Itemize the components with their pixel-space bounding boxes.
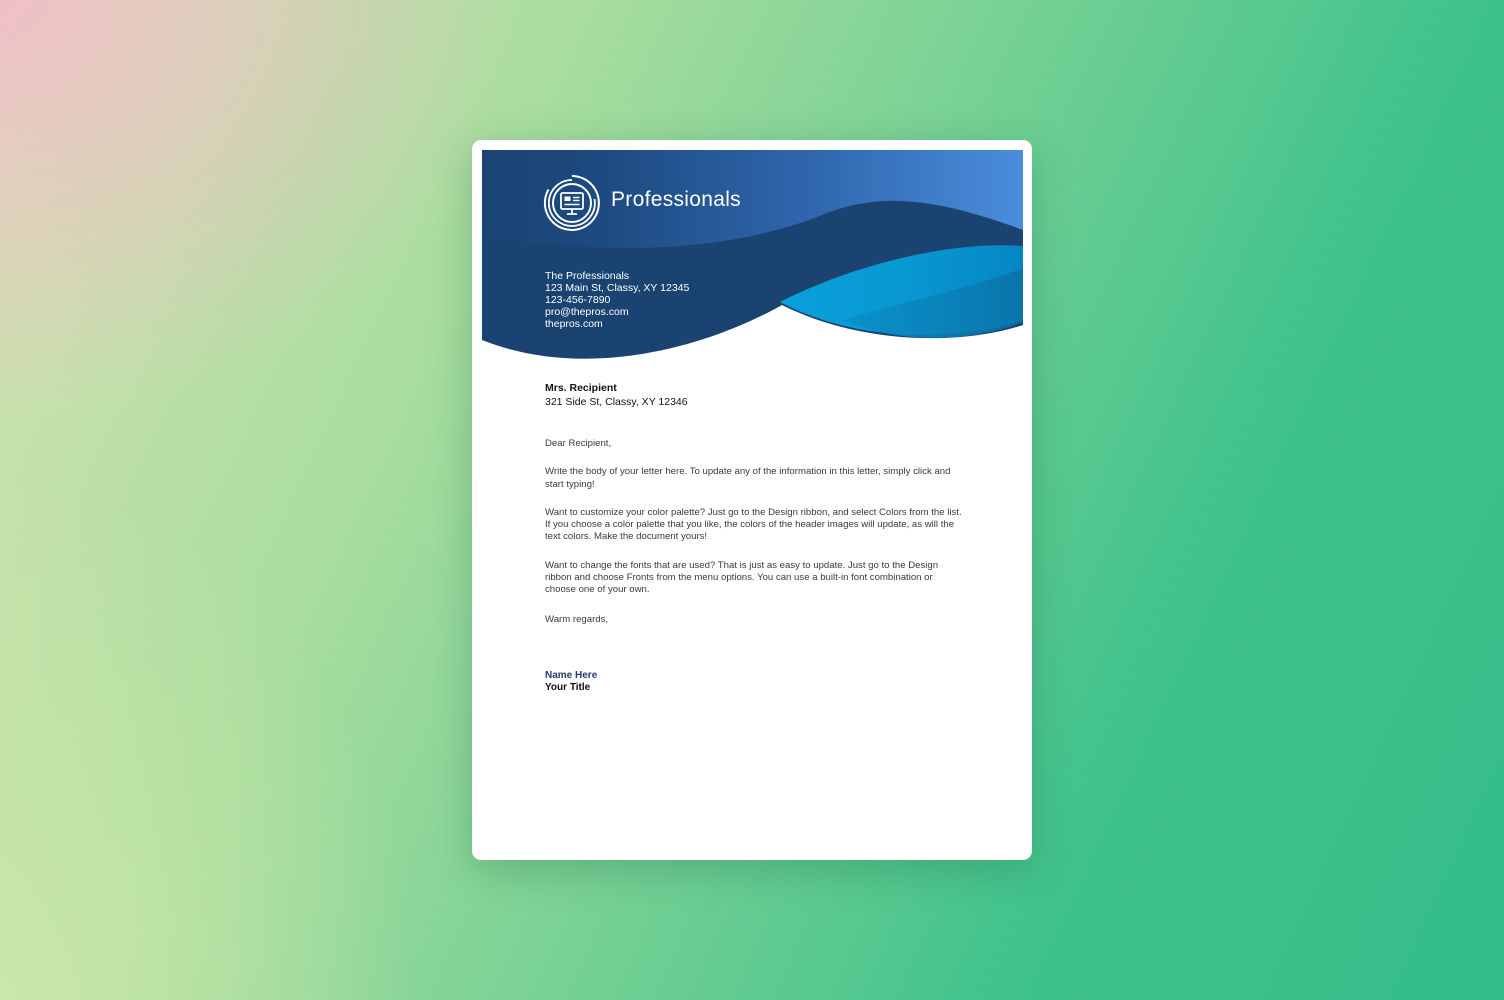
salutation: Dear Recipient, [545, 438, 612, 449]
signature-name: Name Here [545, 670, 598, 681]
sender-block [545, 270, 689, 330]
recipient-address: 321 Side St, Classy, XY 12346 [545, 396, 688, 408]
body-paragraph: Want to customize your color palette? Just go to the Design ribbon, and select Colors from the list. If you choose a color palette that you like, the colors of the header images will update, as will the text colors. Make the document yours! [545, 506, 962, 543]
sender-email[interactable]: pro@thepros.com [545, 306, 629, 318]
sender-company: The Professionals [545, 270, 630, 282]
letter-page [472, 140, 1032, 860]
signature-title: Your Title [545, 682, 591, 693]
body-paragraph: Want to change the fonts that are used? That is just as easy to update. Just go to the Design ribbon and choose Fronts from the menu options. You can use a built-in font combination or choose one of your own. [545, 559, 939, 596]
brand-name: Professionals [611, 188, 741, 211]
body-paragraph: Write the body of your letter here. To update any of the information in this letter, simply click and start typing! [545, 466, 951, 490]
closing: Warm regards, [545, 613, 609, 625]
monitor-logo-icon [540, 173, 604, 233]
recipient-block [545, 381, 688, 409]
sender-phone: 123-456-7890 [545, 294, 611, 306]
recipient-name: Mrs. Recipient [545, 382, 617, 394]
sender-address: 123 Main St, Classy, XY 12345 [545, 282, 690, 294]
letter-body [545, 438, 965, 626]
sender-website[interactable]: thepros.com [545, 318, 603, 330]
